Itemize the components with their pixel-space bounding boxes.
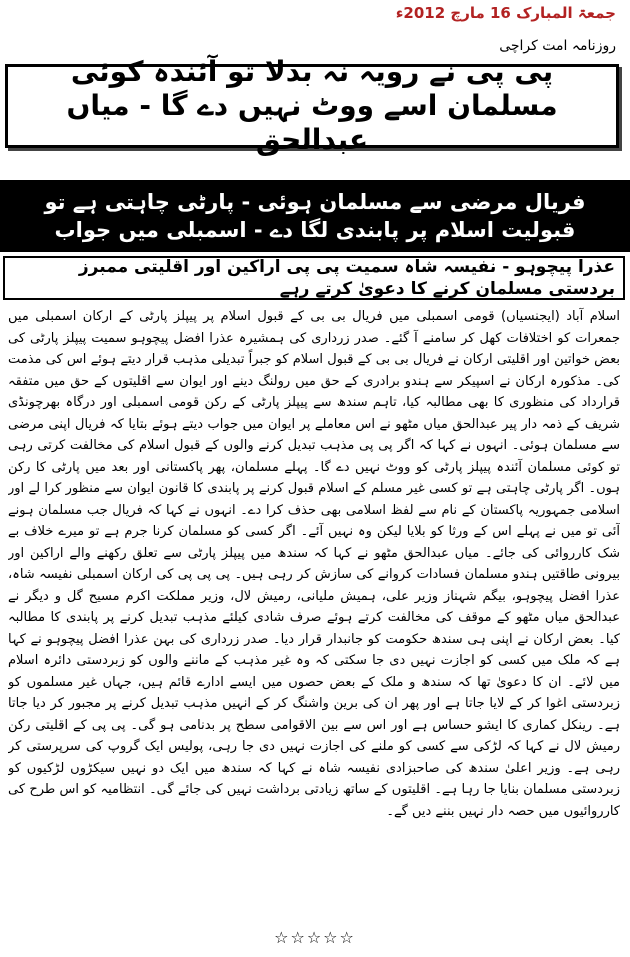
publication-date: جمعۃ المبارک 16 مارچ 2012ء [395,4,616,22]
main-headline: پی پی نے رویہ نہ بدلا تو آئندہ کوئی مسلمان اسے ووٹ نہیں دے گا - میاں عبدالحق [5,64,619,148]
end-mark-stars: ☆☆☆☆☆ [274,928,356,947]
secondary-headline: عذرا پیچوہو - نفیسہ شاہ سمیت پی پی اراکین اور اقلیتی ممبرز بردستی مسلمان کرنے کا دعویٰ کرتے رہے [3,256,625,300]
newspaper-source: روزنامہ امت کراچی [499,38,616,54]
article-body: اسلام آباد (ایجنسیاں) قومی اسمبلی میں فریال بی بی کے قبول اسلام پر پیپلز پارٹی کے ارکان اسمبلی میں جمعرات کو اختلافات کھل کر سامنے آ گئے۔ صدر زرداری کی ہمشیرہ عذرا افضل پیچوہو سمیت پیپلز پارٹی کی بعض خواتین اور اقلیتی ارکان نے فریال بی بی کے قبول اسلام کو جبراً تبدیلی مذہب قرار دیتے ہوئے اس کی مذمت کی۔ مذکورہ ارکان نے اسپیکر سے ہندو برادری کے حق میں رولنگ دینے اور ایوان سے اقلیتوں کے حق میں متفقہ قرارداد کی منظوری کا بھی مطالبہ کیا، تاہم سندھ سے پیپلز پارٹی کے رکن قومی اسمبلی اور درگاہ بھرچونڈی شریف کے ذمہ دار پیر عبدالحق میاں مٹھو نے اس معاملے پر ایوان میں جواب دیتے ہوئے بتایا کہ فریال اپنی مرضی سے مسلمان ہوئی۔ انہوں نے کہا کہ اگر پی پی مذہب تبدیل کرنے والوں کے قبول اسلام کی مخالفت کرتی رہی تو کوئی مسلمان آئندہ پیپلز پارٹی کو ووٹ نہیں دے گا۔ پہلے مسلمان، پھر پاکستانی اور بعد میں پارٹی کا رکن ہوں۔ اگر پارٹی چاہتی ہے تو کسی غیر مسلم کے اسلام قبول کرنے پر پابندی کا قانون ایوان سے منظور کرا لے اور اسلامی جمہوریہ پاکستان کے نام سے لفظ اسلامی بھی حذف کرا دے۔ انہوں نے کہا کہ فریال جب مسلمان ہونے آئی تو میں نے پہلے اس کے ورثا کو بلایا لیکن وہ نہیں آئے۔ اگر کسی کو مسلمان کرنا جرم ہے تو میرے خلاف بے شک کارروائی کی جائے۔ میاں عبدالحق مٹھو نے کہا کہ سندھ میں پیپلز پارٹی سے تعلق رکھنے والے اراکین اور بیرونی طاقتیں ہندو مسلمان فسادات کروانے کی سازش کر رہی ہیں۔ پی پی پی کی ارکان اسمبلی نفیسہ شاہ، عذرا افضل پیچوہو، بیگم شہناز وزیر علی، ہمیش ملیانی، رمیش لال، وزیر مملکت اکرم مسیح گل و دیگر نے عبدالحق میاں مٹھو کے موقف کی مخالفت کرتے ہوئے صرف شادی کیلئے مذہب تبدیل کرنے پر پابندی کا مطالبہ کیا۔ بعض ارکان نے اپنی ہی سندھ حکومت کو جانبدار قرار دیا۔ صدر زرداری کی بہن عذرا افضل پیچوہو نے کہا ہے کہ ملک میں کسی کو اجازت نہیں دی جا سکتی کہ وہ غیر مذہب کے ماننے والوں کو زبردستی دائرہ اسلام میں لائے۔ ان کا دعویٰ تھا کہ سندھ و ملک کے بعض حصوں میں ایسے ادارے قائم ہیں، جہاں غیر مسلموں کو زبردستی اغوا کر کے لایا جاتا ہے اور پھر ان کی برین واشنگ کر کے انہیں مذہب تبدیل کرنے پر مجبور کر دیا جاتا ہے۔ رینکل کماری کا ایشو حساس ہے اور اس سے بین الاقوامی سطح پر بدنامی ہو گی۔ پی پی کے اقلیتی رکن رمیش لال نے کہا کہ لڑکی سے کسی کو ملنے کی اجازت نہیں دی جا رہی، پولیس ایک گروپ کی سرپرستی کر رہی ہے۔ وزیر اعلیٰ سندھ کی صاحبزادی نفیسہ شاہ نے کہا کہ سندھ میں ایک دو نہیں سیکڑوں لڑکیوں کو زبردستی مسلمان بنایا جا رہا ہے۔ اقلیتوں کے ساتھ زیادتی برداشت نہیں کی جائے گی۔ انتظامیہ کو اس طرح کی کارروائیوں میں حصہ دار نہیں بننے دیں گے۔ [8,309,620,819]
sub-headline-banner: فریال مرضی سے مسلمان ہوئی - پارٹی چاہتی ہے تو قبولیت اسلام پر پابندی لگا دے - اسمبلی میں جواب [0,180,630,252]
